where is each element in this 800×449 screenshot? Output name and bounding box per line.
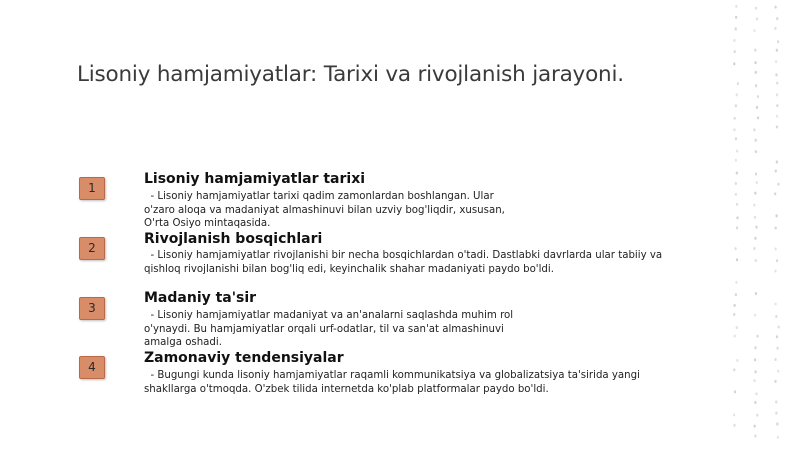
decorative-dot	[737, 82, 739, 85]
decorative-dot	[756, 106, 758, 109]
decorative-dot	[775, 227, 777, 230]
decorative-dot	[733, 313, 735, 316]
decorative-dot	[776, 115, 778, 118]
decorative-dot	[756, 17, 758, 20]
decorative-dot	[735, 137, 737, 140]
decorative-dot	[735, 16, 737, 19]
decorative-dot	[778, 326, 780, 329]
decorative-dot	[776, 126, 778, 129]
decorative-dot	[736, 171, 738, 174]
number-badge: 4	[79, 356, 105, 379]
decorative-dot	[777, 370, 779, 373]
decorative-dot	[734, 304, 736, 307]
decorative-dot	[754, 237, 756, 240]
decorative-dot	[736, 258, 738, 261]
number-badge: 2	[79, 237, 105, 260]
body-line: O'rta Osiyo mintaqasida.	[144, 218, 271, 229]
decorative-dot	[776, 335, 778, 338]
decorative-dot	[775, 60, 777, 63]
decorative-dot-pattern	[722, 0, 800, 449]
decorative-dot	[776, 161, 778, 164]
decorative-dot	[757, 95, 759, 98]
body-line: qishloq rivojlanishi bilan bog'liq edi, keyinchalik shahar madaniyati paydo bo'ldi.	[144, 263, 554, 275]
decorative-dot	[735, 182, 737, 185]
decorative-dot	[754, 314, 756, 317]
decorative-dot	[755, 392, 757, 395]
decorative-dot	[753, 204, 755, 207]
item-heading: Lisoniy hamjamiyatlar tarixi	[144, 171, 366, 187]
item-body	[144, 309, 513, 350]
decorative-dot	[756, 181, 758, 184]
decorative-dot	[734, 247, 736, 250]
body-line: - Lisoniy hamjamiyatlar rivojlanishi bir necha bosqichlardan o'tadi. Dastlabki davrlarda ular tabiiy va	[144, 250, 663, 261]
decorative-dot	[754, 216, 756, 219]
decorative-dot	[733, 39, 735, 42]
decorative-dot	[755, 226, 757, 229]
decorative-dot	[777, 183, 779, 186]
decorative-dot	[753, 128, 755, 131]
decorative-dot	[733, 413, 735, 416]
decorative-dot	[777, 40, 779, 43]
decorative-dot	[776, 347, 778, 350]
decorative-dot	[736, 216, 738, 219]
body-line: - Lisoniy hamjamiyatlar madaniyat va an'analarni saqlashda muhim rol	[144, 310, 514, 321]
decorative-dot	[776, 82, 778, 85]
body-line: o'zaro aloqa va madaniyat almashinuvi bilan uzviy bog'liqdir, xususan,	[144, 204, 505, 216]
decorative-dot	[754, 358, 756, 361]
decorative-dot	[754, 49, 756, 52]
body-line: - Bugungi kunda lisoniy hamjamiyatlar raqamli kommunikatsiya va globalizatsiya ta'sirida yangi	[144, 370, 640, 381]
decorative-dot	[774, 358, 776, 361]
decorative-dot	[774, 270, 776, 273]
decorative-dot	[733, 128, 735, 131]
body-line: o'ynaydi. Bu hamjamiyatlar orqali urf-odatlar, til va san'at almashinuvi	[144, 323, 504, 335]
decorative-dot	[733, 368, 735, 371]
decorative-dot	[754, 192, 756, 195]
item-body	[144, 249, 662, 276]
decorative-dot	[757, 116, 759, 119]
decorative-dot	[776, 423, 778, 426]
decorative-dot	[736, 326, 738, 329]
decorative-dot	[775, 73, 777, 76]
decorative-dot	[775, 412, 777, 415]
slide-title: Lisoniy hamjamiyatlar: Tarixi va rivojlanish jarayoni.	[77, 62, 624, 87]
decorative-dot	[734, 390, 736, 393]
decorative-dot	[754, 346, 756, 349]
item-body	[144, 190, 505, 231]
decorative-dot	[733, 424, 735, 427]
item-heading: Madaniy ta'sir	[144, 290, 257, 306]
decorative-dot	[754, 401, 756, 404]
decorative-dot	[736, 93, 738, 96]
decorative-dot	[775, 315, 777, 318]
decorative-dot	[734, 117, 736, 120]
decorative-dot	[774, 27, 776, 30]
decorative-dot	[774, 6, 776, 9]
decorative-dot	[775, 401, 777, 404]
decorative-dot	[735, 27, 737, 30]
decorative-dot	[755, 150, 757, 153]
decorative-dot	[735, 193, 737, 196]
decorative-dot	[774, 192, 776, 195]
decorative-dot	[755, 292, 757, 295]
decorative-dot	[755, 71, 757, 74]
decorative-dot	[776, 49, 778, 52]
decorative-dot	[774, 302, 776, 305]
decorative-dot	[776, 259, 778, 262]
decorative-dot	[735, 281, 737, 284]
decorative-dot	[734, 335, 736, 338]
body-line: amalga oshadi.	[144, 337, 222, 348]
decorative-dot	[756, 414, 758, 417]
decorative-dot	[753, 29, 755, 32]
item-heading: Rivojlanish bosqichlari	[144, 231, 323, 247]
decorative-dot	[755, 61, 757, 64]
decorative-dot	[735, 104, 737, 107]
decorative-dot	[736, 149, 738, 152]
decorative-dot	[776, 17, 778, 20]
decorative-dot	[736, 203, 738, 206]
decorative-dot	[755, 370, 757, 373]
item-heading: Zamonaviy tendensiyalar	[144, 350, 344, 366]
decorative-dot	[753, 379, 755, 382]
number-badge: 3	[79, 297, 105, 320]
decorative-dot	[735, 293, 737, 296]
decorative-dot	[754, 425, 756, 428]
decorative-dot	[776, 93, 778, 96]
decorative-dot	[777, 436, 779, 439]
decorative-dot	[755, 7, 757, 10]
decorative-dot	[776, 104, 778, 107]
decorative-dot	[775, 214, 777, 217]
decorative-dot	[734, 50, 736, 53]
decorative-dot	[736, 226, 738, 229]
decorative-dot	[774, 380, 776, 383]
body-line: - Lisoniy hamjamiyatlar tarixi qadim zamonlardan boshlangan. Ular	[144, 191, 494, 202]
decorative-dot	[736, 359, 738, 362]
decorative-dot	[733, 62, 735, 65]
decorative-dot	[735, 5, 737, 8]
decorative-dot	[735, 159, 737, 162]
decorative-dot	[755, 84, 757, 87]
decorative-dot	[755, 259, 757, 262]
decorative-dot	[775, 170, 777, 173]
decorative-dot	[774, 247, 776, 250]
number-badge: 1	[79, 177, 105, 200]
decorative-dot	[754, 435, 756, 438]
decorative-dot	[755, 139, 757, 142]
decorative-dot	[756, 335, 758, 338]
decorative-dot	[753, 247, 755, 250]
body-line: shakllarga o'tmoqda. O'zbek tilida internetda ko'plab platformalar paydo bo'ldi.	[144, 383, 549, 395]
decorative-dot	[755, 172, 757, 175]
item-body	[144, 369, 640, 396]
